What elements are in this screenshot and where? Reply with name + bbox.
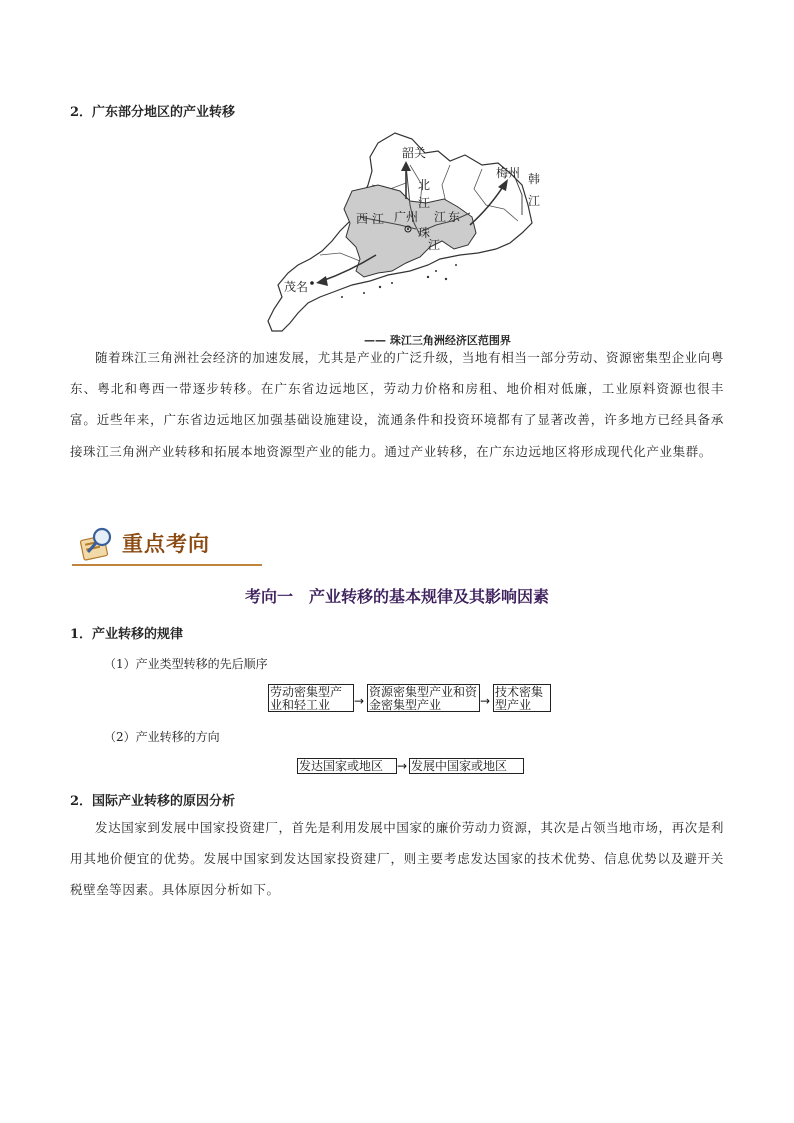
label-maoming: 茂名 <box>284 280 309 294</box>
flow1-box-resource: 资源密集型产业和资金密集型产业 <box>367 684 480 712</box>
label-han-jiang: 江 <box>528 194 541 208</box>
rule-sub1: （1）产业类型转移的先后顺序 <box>104 657 268 671</box>
label-shaoguan: 韶关 <box>402 146 427 160</box>
flow1-box-labor: 劳动密集型产业和轻工业 <box>268 684 354 712</box>
map-legend: —— 珠江三角洲经济区范围界 <box>364 334 511 347</box>
guangdong-map <box>260 125 560 350</box>
reason-paragraph: 发达国家到发展中国家投资建厂，首先是利用发展中国家的廉价劳动力资源，其次是占领当地市场，再次是利用其地价便宜的优势。发展中国家到发达国家投资建厂，则主要考虑发达国家的技术优势、信息优势以及避开关税壁垒等因素。具体原因分析如下。 <box>70 820 724 898</box>
label-zhu: 珠 <box>418 226 431 240</box>
flow2-box-developed: 发达国家或地区 <box>297 758 397 774</box>
paragraph-industry-transfer: 随着珠江三角洲社会经济的加速发展，尤其是产业的广泛升级，当地有相当一部分劳动、资源密集型企业向粤东、粤北和粤西一带逐步转移。在广东省边远地区，劳动力价格和房租、地价相对低廉，工业原料资源也很丰富。近些年来，广东省边远地区加强基础设施建设，流通条件和投资环境都有了显著改善，许多地方已经具备承接珠江三角洲产业转移和拓展本地资源型产业的能力。通过产业转移，在广东边远地区将形成现代化产业集群。 <box>70 350 724 459</box>
section-heading: 2．广东部分地区的产业转移 <box>70 105 236 120</box>
banner-title: 重点考向 <box>122 532 210 556</box>
topic-title: 考向一 产业转移的基本规律及其影响因素 <box>244 587 549 606</box>
flow2-arrow: → <box>397 759 408 773</box>
flow2-box-developing: 发展中国家或地区 <box>409 758 524 774</box>
rule-heading: 1．产业转移的规律 <box>70 627 184 642</box>
label-dong: 东 <box>448 210 461 224</box>
key-topic-banner <box>76 522 262 566</box>
rule-sub2: （2）产业转移的方向 <box>104 730 220 744</box>
label-jiang-dong: 江 <box>434 210 447 224</box>
reason-heading: 2．国际产业转移的原因分析 <box>70 794 236 809</box>
flow1-arrow-2: → <box>480 694 491 708</box>
label-xi: 西 <box>356 212 369 226</box>
flow1-arrow-1: → <box>354 694 365 708</box>
label-guangzhou: 广州 <box>394 210 419 224</box>
label-bei-jiang: 江 <box>418 196 431 210</box>
flow1-box-tech: 技术密集型产业 <box>493 684 551 712</box>
label-bei: 北 <box>418 178 431 192</box>
label-xi-jiang: 江 <box>372 212 385 226</box>
magnifier-icon <box>76 524 116 564</box>
label-meizhou: 梅州 <box>496 166 521 180</box>
label-zhu-jiang: 江 <box>428 238 441 252</box>
label-han: 韩 <box>528 172 541 186</box>
banner-underline <box>72 564 262 566</box>
